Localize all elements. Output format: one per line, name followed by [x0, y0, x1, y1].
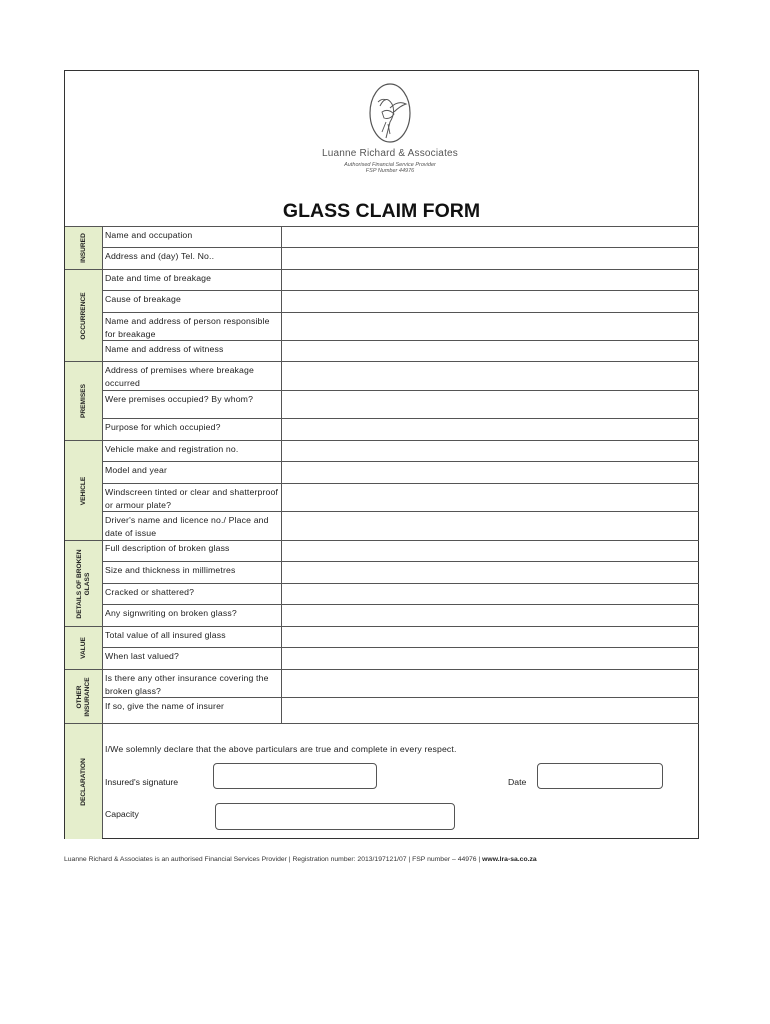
- answer-field-insurer-name[interactable]: [282, 698, 698, 723]
- row-label-windscreen: Windscreen tinted or clear and shatterproof or armour plate?: [105, 487, 279, 510]
- company-logo: [320, 82, 460, 177]
- footer-text: Luanne Richard & Associates is an authorised Financial Services Provider | Registration number: 2013/197121/07 | FSP number – 44976 |: [64, 856, 481, 863]
- answer-field-premises-address[interactable]: [282, 362, 698, 390]
- answer-field-date-time[interactable]: [282, 270, 698, 290]
- section-declaration-label: DECLARATION: [79, 757, 87, 806]
- section-insured-label: INSURED: [79, 233, 87, 263]
- section-value: [65, 626, 102, 670]
- label-column-divider: [102, 226, 103, 838]
- section-premises-label: PREMISES: [79, 383, 87, 419]
- section-details-of-broken-glass: [65, 540, 102, 627]
- row-label-glass-description: Full description of broken glass: [105, 543, 230, 553]
- hummingbird-logo-icon: [320, 82, 460, 148]
- section-declaration: [65, 723, 102, 839]
- answer-field-size-thickness[interactable]: [282, 562, 698, 583]
- answer-field-premises-occupied[interactable]: [282, 391, 698, 418]
- answer-field-last-valued[interactable]: [282, 648, 698, 669]
- answer-field-name-occupation[interactable]: [282, 227, 698, 247]
- footer-website-link[interactable]: www.lra-sa.co.za: [482, 856, 537, 863]
- answer-field-total-value[interactable]: [282, 627, 698, 647]
- answer-field-cracked-shattered[interactable]: [282, 584, 698, 604]
- section-premises: [65, 361, 102, 441]
- logo-tagline: Authorised Financial Service Provider: [344, 162, 436, 168]
- row-label-signwriting: Any signwriting on broken glass?: [105, 608, 237, 618]
- answer-field-witness[interactable]: [282, 341, 698, 361]
- row-label-premises-occupied: Were premises occupied? By whom?: [105, 394, 254, 404]
- row-label-person-responsible: Name and address of person responsible for breakage: [105, 316, 270, 339]
- section-other-insurance: [65, 669, 102, 724]
- answer-field-address-tel[interactable]: [282, 248, 698, 269]
- row-label-last-valued: When last valued?: [105, 651, 180, 661]
- logo-fsp-number: FSP Number 44976: [365, 168, 415, 174]
- answer-field-vehicle-make[interactable]: [282, 441, 698, 461]
- row-divider: [102, 723, 699, 724]
- row-label-occupied-purpose: Purpose for which occupied?: [105, 422, 221, 432]
- row-label-premises-address: Address of premises where breakage occurred: [105, 365, 254, 388]
- signature-field[interactable]: [213, 763, 377, 789]
- row-label-date-time: Date and time of breakage: [105, 273, 212, 283]
- answer-field-windscreen[interactable]: [282, 484, 698, 511]
- row-label-cracked-shattered: Cracked or shattered?: [105, 587, 195, 597]
- answer-field-person-responsible[interactable]: [282, 313, 698, 340]
- section-occurrence: [65, 269, 102, 362]
- section-other-label-line2: INSURANCE: [83, 676, 91, 717]
- logo-company-name: Luanne Richard & Associates: [321, 148, 459, 159]
- section-value-label: VALUE: [79, 637, 87, 659]
- declaration-statement: I/We solemnly declare that the above particulars are true and complete in every respect.: [105, 744, 457, 754]
- capacity-label: Capacity: [105, 809, 139, 819]
- section-insured: [65, 226, 102, 270]
- row-label-witness: Name and address of witness: [105, 344, 224, 354]
- row-label-other-insurance: Is there any other insurance covering the broken glass?: [105, 673, 269, 696]
- date-label: Date: [508, 777, 527, 787]
- signature-label: Insured's signature: [105, 777, 179, 787]
- row-label-address-tel: Address and (day) Tel. No..: [105, 251, 215, 261]
- section-other-insurance-label: [76, 677, 92, 716]
- section-details-label-line1: DETAILS OF BROKEN: [75, 548, 83, 619]
- row-label-model-year: Model and year: [105, 465, 167, 475]
- row-label-cause: Cause of breakage: [105, 294, 181, 304]
- section-details-label: [76, 549, 92, 618]
- row-label-size-thickness: Size and thickness in millimetres: [105, 565, 236, 575]
- answer-field-model-year[interactable]: [282, 462, 698, 483]
- answer-field-cause[interactable]: [282, 291, 698, 312]
- form-title: GLASS CLAIM FORM: [282, 200, 481, 222]
- row-label-driver-licence: Driver's name and licence no./ Place and date of issue: [105, 515, 269, 538]
- footer: [64, 856, 537, 863]
- section-occurrence-label: OCCURRENCE: [79, 291, 87, 340]
- answer-field-driver-licence[interactable]: [282, 512, 698, 540]
- answer-field-occupied-purpose[interactable]: [282, 419, 698, 440]
- row-label-insurer-name: If so, give the name of insurer: [105, 701, 225, 711]
- answer-field-other-insurance[interactable]: [282, 670, 698, 697]
- section-details-label-line2: GLASS: [83, 572, 91, 595]
- answer-field-signwriting[interactable]: [282, 605, 698, 626]
- row-label-total-value: Total value of all insured glass: [105, 630, 226, 640]
- section-vehicle: [65, 440, 102, 541]
- row-label-name-occupation: Name and occupation: [105, 230, 193, 240]
- section-other-label-line1: OTHER: [75, 684, 83, 709]
- section-vehicle-label: VEHICLE: [79, 476, 87, 505]
- answer-field-glass-description[interactable]: [282, 541, 698, 561]
- date-field[interactable]: [537, 763, 663, 789]
- capacity-field[interactable]: [215, 803, 455, 830]
- row-label-vehicle-make: Vehicle make and registration no.: [105, 444, 239, 454]
